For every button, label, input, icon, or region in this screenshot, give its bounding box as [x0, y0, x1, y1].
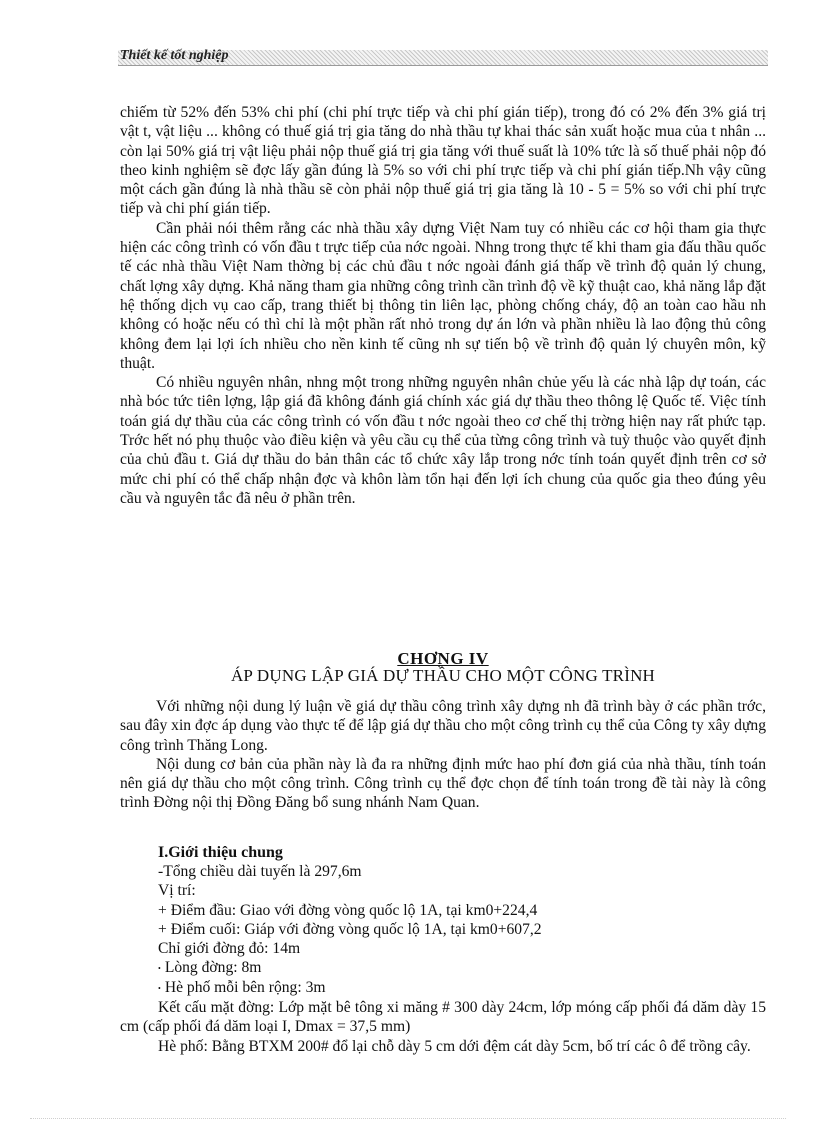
paragraph: chiếm từ 52% đến 53% chi phí (chi phí trực tiếp và chi phí gián tiếp), trong đó có 2% đến 3% giá trị vật t, vật liệu ... không có thuế giá trị gia tăng do nhà thầu tự khai thác sản xuất hoặc mua của t nhân ... còn lại 50% giá trị vật liệu phải nộp thuế giá trị gia tăng với thuế suất là 10% tức là số thuế phải nộp đó theo kinh nghiệm sẽ đợc lấy gần đúng là 5% so với chi phí trực tiếp và chi phí gián tiếp.Nh vậy cũng một cách gần đúng là nhà thầu sẽ còn phải nộp thuế giá trị gia tăng là 10 - 5 = 5% so với chi phí trực tiếp và chi phí gián tiếp. [120, 104, 766, 218]
location-label: Vị trí: [158, 882, 196, 900]
paragraph: Với những nội dung lý luận về giá dự thầu công trình xây dựng nh đã trình bày ở các phần trớc, sau đây xin đợc áp dụng vào thực tế để lập giá dự thầu cho một công trình cụ thể của Công ty xây dựng công trình Thăng Long. [120, 698, 766, 754]
end-point: + Điểm cuối: Giáp với đờng vòng quốc lộ 1A, tại km0+607,2 [158, 920, 542, 938]
roadbed-text: Lòng đờng: 8m [164, 959, 262, 977]
roadbed-width [158, 958, 766, 978]
sidewalk-text: Hè phố mỗi bên rộng: 3m [164, 979, 326, 997]
start-point: + Điểm đầu: Giao với đờng vòng quốc lộ 1A, tại km0+224,4 [158, 901, 538, 919]
chapter-title: ÁP DỤNG LẬP GIÁ DỰ THẦU CHO MỘT CÔNG TRÌNH [230, 666, 656, 685]
page-header [118, 50, 768, 66]
paragraph: Cần phải nói thêm rằng các nhà thầu xây dựng Việt Nam tuy có nhiều các cơ hội tham gia thực hiện các công trình có vốn đầu t trực tiếp của nớc ngoài. Nhng trong thực tế khi tham gia đấu thầu quốc tế các nhà thầu Việt Nam thờng bị các chủ đầu t nớc ngoài đánh giá thấp về trình độ quản lý chung, chất lợng xây dựng. Khả năng tham gia những công trình cần trình độ về kỹ thuật cao, khả năng lắp đặt hệ thống dịch vụ cao cấp, trang thiết bị thông tin liên lạc, phòng chống cháy, độ an toàn cao hầu nh không có hoặc nếu có thì chỉ là một phần rất nhỏ trong dự án lớn và phần nhiều là lao động thủ công không đem lại lợi ích nhiều cho nền kinh tế cũng nh sự tiến bộ về trình độ quản lý chuyên môn, kỹ thuật. [120, 219, 766, 372]
chapter-body [120, 697, 766, 813]
bullet-icon [158, 959, 165, 976]
footer-divider [30, 1118, 786, 1119]
section-general-intro [120, 843, 766, 1056]
paragraph: Có nhiều nguyên nhân, nhng một trong những nguyên nhân chủe yếu là các nhà lập dự toán, các nhà bóc tức tiên lợng, lập giá đã không đánh giá chính xác giá dự thầu theo thông lệ Quốc tế. Việc tính toán giá dự thầu của các công trình có vốn đầu t nớc ngoài theo cơ chế thị trờng hiện nay rất phức tạp. Trớc hết nó phụ thuộc vào điều kiện và yêu cầu cụ thể của từng công trình và tuỳ thuộc vào quyết định của chủ đầu t. Giá dự thầu do bản thân các tổ chức xây lắp trong nớc tính toán quyết định trên cơ sở mức chi phí có thể chấp nhận đợc và khôn làm tổn hại đến lợi ích chung của quốc gia theo đúng yêu cầu và nguyên tắc đã nêu ở phần trên. [120, 374, 766, 507]
route-length: -Tổng chiều dài tuyến là 297,6m [158, 863, 362, 881]
road-boundary: Chỉ giới đờng đỏ: 14m [158, 940, 301, 958]
paragraph: Nội dung cơ bản của phần này là đa ra những định mức hao phí đơn giá của nhà thầu, tính toán nên giá dự thầu cho một công trình. Công trình cụ thể đợc chọn để tính toán trong đề tài này là công trình Đờng nội thị Đồng Đăng bổ sung nhánh Nam Quan. [120, 755, 766, 812]
bullet-icon [158, 979, 165, 996]
chapter-heading [120, 650, 766, 686]
sidewalk-structure: Hè phố: Bằng BTXM 200# đổ lại chỗ dày 5 cm dới đệm cát dày 5cm, bố trí các ô để trồng cây. [158, 1037, 751, 1055]
chapter-label: CHƠNG IV [397, 649, 489, 668]
section-title: I.Giới thiệu chung [158, 844, 283, 861]
body-text [120, 103, 766, 508]
header-title: Thiết kế tốt nghiệp [120, 48, 229, 63]
pavement-structure: Kết cấu mặt đờng: Lớp mặt bê tông xi măng # 300 dày 24cm, lớp móng cấp phối đá dăm dày 15 cm (cấp phối đá dăm loại I, Dmax = 37,5 mm) [120, 999, 766, 1036]
sidewalk-width [158, 978, 766, 998]
